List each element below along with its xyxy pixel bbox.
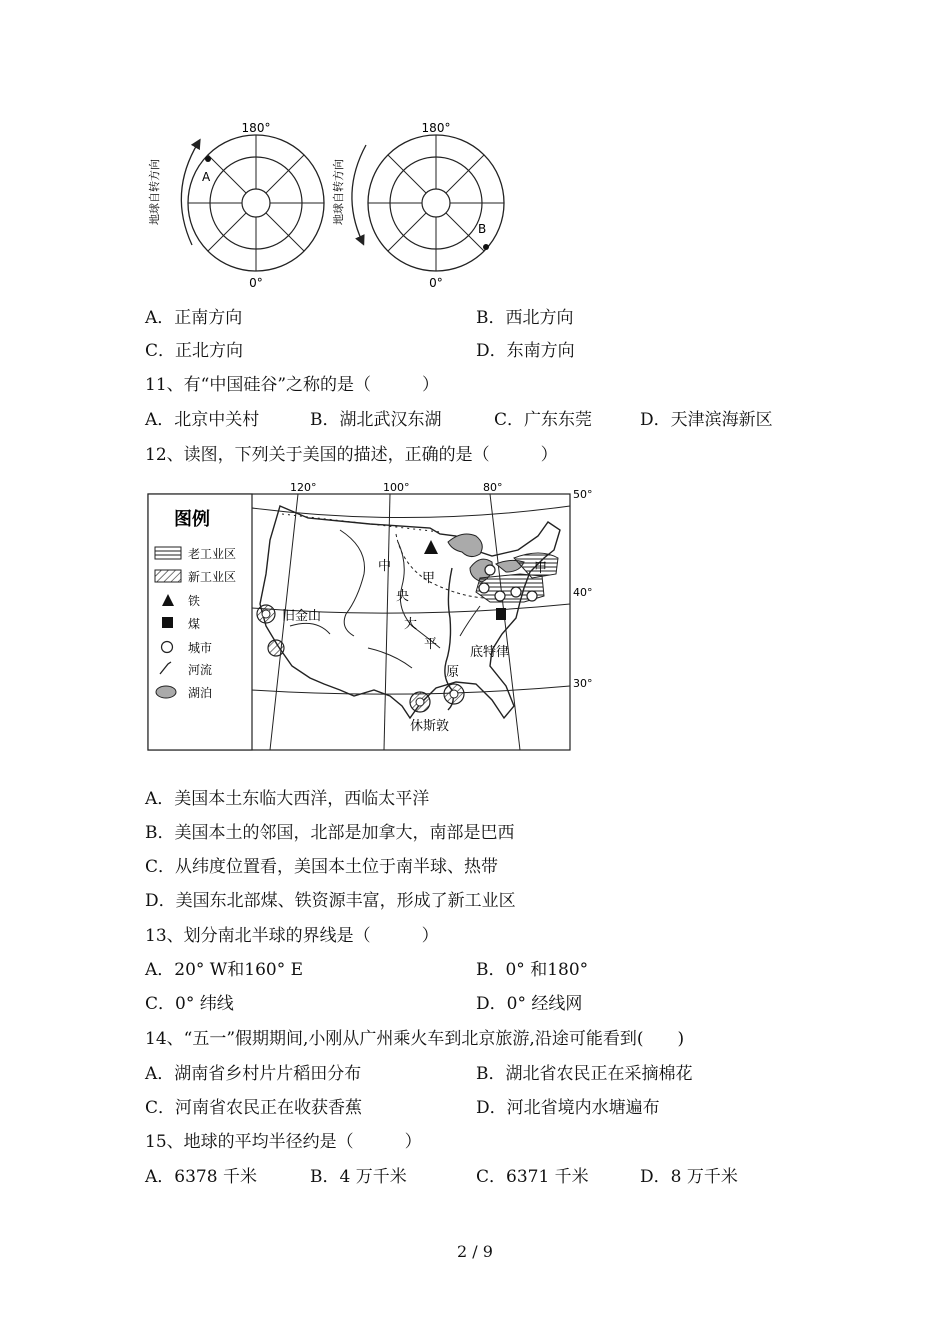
q12-option-a[interactable]: A．美国本土东临大西洋，西临太平洋 <box>145 789 430 809</box>
legend-title: 图例 <box>174 509 210 530</box>
plain-char-5: 原 <box>446 665 460 680</box>
legend-city: 城市 <box>188 641 213 655</box>
q10-option-d[interactable]: D．东南方向 <box>476 341 575 361</box>
point-a-label: A <box>202 170 211 184</box>
right-bottom-label: 0° <box>429 276 443 290</box>
lon-100: 100° <box>383 481 410 494</box>
plain-char-1: 中 <box>378 559 392 574</box>
lat-40: 40° <box>573 586 593 599</box>
q15-stem: 15、地球的平均半径约是（ ） <box>145 1132 422 1152</box>
legend-lake: 湖泊 <box>188 686 213 700</box>
plain-char-2: 央 <box>396 589 410 604</box>
left-rotation-label: 地球自转方向 <box>148 159 161 225</box>
q13-option-c[interactable]: C．0° 纬线 <box>145 994 234 1014</box>
lon-120: 120° <box>290 481 317 494</box>
city-detroit: 底特律 <box>470 645 510 660</box>
legend-old-industry: 老工业区 <box>188 547 237 561</box>
map-legend <box>148 494 252 750</box>
point-b-label: B <box>478 222 487 236</box>
q14-option-d[interactable]: D．河北省境内水塘遍布 <box>476 1098 660 1118</box>
q15-option-a[interactable]: A．6378 千米 <box>145 1167 257 1187</box>
plain-char-3: 大 <box>404 617 418 632</box>
q10-option-b[interactable]: B．西北方向 <box>476 308 574 328</box>
q14-stem: 14、“五一”假期期间,小刚从广州乘火车到北京旅游,沿途可能看到( ) <box>145 1029 685 1049</box>
q13-stem: 13、划分南北半球的界线是（ ） <box>145 926 439 946</box>
polar-left <box>147 121 324 290</box>
q13-option-d[interactable]: D．0° 经线网 <box>476 994 583 1014</box>
city-san-francisco: 旧金山 <box>282 609 322 624</box>
q12-option-c[interactable]: C．从纬度位置看，美国本土位于南半球、热带 <box>145 857 499 877</box>
legend-coal: 煤 <box>188 617 201 631</box>
legend-iron: 铁 <box>188 594 201 608</box>
legend-new-industry: 新工业区 <box>188 570 237 584</box>
jia-east-label: 甲 <box>534 561 548 576</box>
q11-option-d[interactable]: D．天津滨海新区 <box>640 410 773 430</box>
right-top-label: 180° <box>421 121 451 135</box>
q13-option-a[interactable]: A．20° W和160° E <box>145 960 304 980</box>
q10-option-c[interactable]: C．正北方向 <box>145 341 244 361</box>
lon-80: 80° <box>483 481 503 494</box>
q11-option-c[interactable]: C．广东东莞 <box>494 410 593 430</box>
q11-option-b[interactable]: B．湖北武汉东湖 <box>310 410 442 430</box>
lat-30: 30° <box>573 677 593 690</box>
left-bottom-label: 0° <box>249 276 263 290</box>
q13-option-b[interactable]: B．0° 和180° <box>476 960 589 980</box>
q12-option-d[interactable]: D．美国东北部煤、铁资源丰富，形成了新工业区 <box>145 891 516 911</box>
polar-figure <box>140 115 520 300</box>
jia-west-label: 甲 <box>422 571 436 586</box>
polar-right <box>331 121 504 290</box>
q10-option-a[interactable]: A．正南方向 <box>145 308 243 328</box>
city-houston: 休斯敦 <box>410 719 450 734</box>
q15-option-b[interactable]: B．4 万千米 <box>310 1167 407 1187</box>
q14-option-c[interactable]: C．河南省农民正在收获香蕉 <box>145 1098 363 1118</box>
q15-option-d[interactable]: D．8 万千米 <box>640 1167 738 1187</box>
left-top-label: 180° <box>241 121 271 135</box>
q12-option-b[interactable]: B．美国本土的邻国，北部是加拿大，南部是巴西 <box>145 823 515 843</box>
page-number: 2 / 9 <box>457 1242 493 1261</box>
q14-option-a[interactable]: A．湖南省乡村片片稻田分布 <box>145 1064 362 1084</box>
usa-map-figure <box>140 478 610 756</box>
plain-char-4: 平 <box>424 637 438 652</box>
q11-option-a[interactable]: A．北京中关村 <box>145 410 260 430</box>
q12-stem: 12、读图，下列关于美国的描述，正确的是（ ） <box>145 445 558 465</box>
q14-option-b[interactable]: B．湖北省农民正在采摘棉花 <box>476 1064 693 1084</box>
right-rotation-label: 地球自转方向 <box>332 159 345 225</box>
q11-stem: 11、有“中国硅谷”之称的是（ ） <box>145 375 440 395</box>
legend-river: 河流 <box>188 663 213 677</box>
q15-option-c[interactable]: C．6371 千米 <box>476 1167 589 1187</box>
lat-50: 50° <box>573 488 593 501</box>
